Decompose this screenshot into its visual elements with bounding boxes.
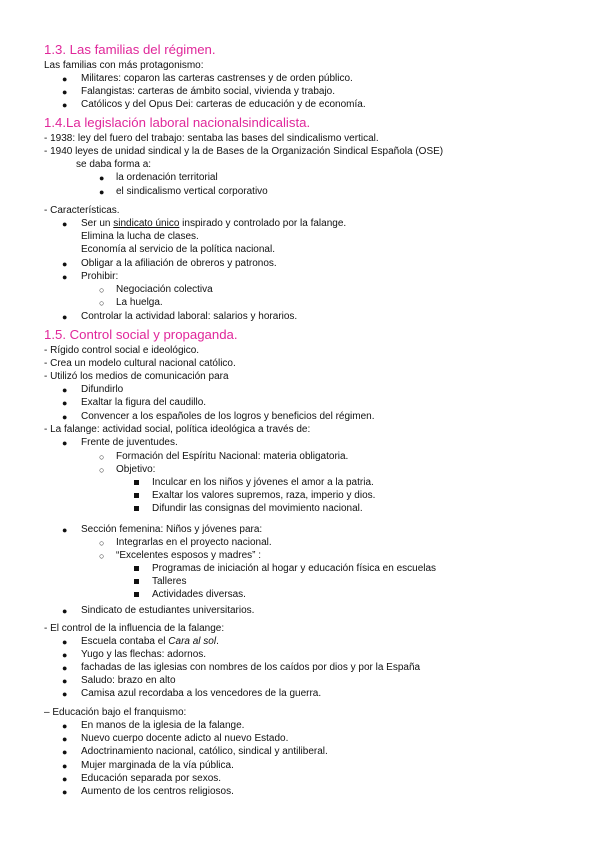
bullet-square <box>134 506 139 511</box>
list-item: Católicos y del Opus Dei: carteras de educación y de economía. <box>81 99 366 110</box>
list-item: la ordenación territorial <box>116 172 218 183</box>
bullet-dot: ● <box>62 761 68 771</box>
list-item: Saludo: brazo en alto <box>81 675 176 686</box>
list-item: Convencer a los españoles de los logros y beneficios del régimen. <box>81 411 375 422</box>
paragraph-line: - 1940 leyes de unidad sindical y la de Bases de la Organización Sindical Española (OSE) <box>44 146 444 157</box>
bullet-square <box>134 579 139 584</box>
list-item <box>81 218 346 230</box>
bullet-circle: ○ <box>99 285 105 295</box>
list-item: Programas de iniciación al hogar y educación física en escuelas <box>152 563 437 574</box>
bullet-circle: ○ <box>99 538 105 548</box>
list-item: Falangistas: carteras de ámbito social, vivienda y trabajo. <box>81 86 336 97</box>
bullet-dot: ● <box>62 689 68 699</box>
list-item: Formación del Espíritu Nacional: materia obligatoria. <box>116 451 349 462</box>
list-item: el sindicalismo vertical corporativo <box>116 186 268 197</box>
paragraph-line: - Utilizó los medios de comunicación para <box>44 371 229 382</box>
bullet-dot: ● <box>62 721 68 731</box>
list-item: Objetivo: <box>116 464 156 475</box>
paragraph-line: - Rígido control social e ideológico. <box>44 345 200 356</box>
paragraph-line: - La falange: actividad social, política ideológica a través de: <box>44 424 311 435</box>
bullet-dot: ● <box>62 787 68 797</box>
list-item: Difundirlo <box>81 384 124 395</box>
bullet-dot: ● <box>62 734 68 744</box>
list-item: Nuevo cuerpo docente adicto al nuevo Estado. <box>81 733 289 744</box>
list-item: Frente de juventudes. <box>81 437 178 448</box>
list-item: Militares: coparon las carteras castrenses y de orden público. <box>81 73 353 84</box>
section-heading-familias: 1.3. Las familias del régimen. <box>44 42 216 57</box>
section-heading-legislacion: 1.4.La legislación laboral nacionalsindicalista. <box>44 115 311 130</box>
bullet-square <box>134 493 139 498</box>
list-item: Obligar a la afiliación de obreros y patronos. <box>81 258 277 269</box>
list-item-continuation: Economía al servicio de la política nacional. <box>81 244 275 255</box>
bullet-dot: ● <box>62 637 68 647</box>
italic-title: Cara al sol <box>168 636 217 647</box>
list-item: Exaltar la figura del caudillo. <box>81 397 207 408</box>
list-item: Talleres <box>152 576 187 587</box>
bullet-circle: ○ <box>99 452 105 462</box>
text-run: inspirado y controlado por la falange. <box>179 218 347 229</box>
list-item: En manos de la iglesia de la falange. <box>81 720 245 731</box>
paragraph-line: - Características. <box>44 205 120 216</box>
list-item: Yugo y las flechas: adornos. <box>81 649 207 660</box>
list-item: Aumento de los centros religiosos. <box>81 786 234 797</box>
list-item-continuation: Elimina la lucha de clases. <box>81 231 199 242</box>
list-item: Prohibir: <box>81 271 119 282</box>
underlined-term: sindicato único <box>113 218 180 229</box>
bullet-dot: ● <box>62 259 68 269</box>
bullet-square <box>134 566 139 571</box>
list-item: Sindicato de estudiantes universitarios. <box>81 605 255 616</box>
bullet-dot: ● <box>62 312 68 322</box>
bullet-circle: ○ <box>99 298 105 308</box>
bullet-dot: ● <box>62 606 68 616</box>
list-item: Negociación colectiva <box>116 284 213 295</box>
list-item: Inculcar en los niños y jóvenes el amor a la patria. <box>152 477 374 488</box>
list-item: Integrarlas en el proyecto nacional. <box>116 537 272 548</box>
bullet-dot: ● <box>62 525 68 535</box>
bullet-dot: ● <box>62 774 68 784</box>
bullet-dot: ● <box>62 100 68 110</box>
bullet-dot: ● <box>62 663 68 673</box>
paragraph-line: - Crea un modelo cultural nacional católico. <box>44 358 236 369</box>
bullet-dot: ● <box>62 747 68 757</box>
bullet-dot: ● <box>62 272 68 282</box>
list-item: Educación separada por sexos. <box>81 773 222 784</box>
list-item: Camisa azul recordaba a los vencedores de la guerra. <box>81 688 322 699</box>
list-item: Difundir las consignas del movimiento nacional. <box>152 503 363 514</box>
list-item <box>81 636 219 648</box>
bullet-dot: ● <box>62 87 68 97</box>
bullet-circle: ○ <box>99 465 105 475</box>
list-item: Controlar la actividad laboral: salarios y horarios. <box>81 311 298 322</box>
bullet-dot: ● <box>62 219 68 229</box>
text-run: Escuela contaba el <box>81 636 169 647</box>
list-item: Exaltar los valores supremos, raza, imperio y dios. <box>152 490 376 501</box>
bullet-dot: ● <box>62 398 68 408</box>
bullet-dot: ● <box>99 173 105 183</box>
paragraph-line: - El control de la influencia de la falange: <box>44 623 225 634</box>
list-item: Mujer marginada de la vía pública. <box>81 760 234 771</box>
list-item: “Excelentes esposos y madres” : <box>116 550 262 561</box>
list-item: Actividades diversas. <box>152 589 246 600</box>
bullet-square <box>134 592 139 597</box>
bullet-dot: ● <box>62 438 68 448</box>
bullet-dot: ● <box>62 385 68 395</box>
list-item: Sección femenina: Niños y jóvenes para: <box>81 524 263 535</box>
list-item: Adoctrinamiento nacional, católico, sindical y antiliberal. <box>81 746 328 757</box>
text-run: . <box>216 636 219 647</box>
paragraph-line: - 1938: ley del fuero del trabajo: sentaba las bases del sindicalismo vertical. <box>44 133 379 144</box>
bullet-dot: ● <box>62 412 68 422</box>
text-run: Ser un <box>81 218 114 229</box>
list-item: fachadas de las iglesias con nombres de los caídos por dios y por la España <box>81 662 421 673</box>
bullet-square <box>134 480 139 485</box>
paragraph-line: – Educación bajo el franquismo: <box>44 707 187 718</box>
list-item: La huelga. <box>116 297 163 308</box>
bullet-dot: ● <box>62 676 68 686</box>
bullet-dot: ● <box>99 187 105 197</box>
section-heading-control: 1.5. Control social y propaganda. <box>44 327 238 342</box>
bullet-dot: ● <box>62 74 68 84</box>
bullet-dot: ● <box>62 650 68 660</box>
paragraph-line: se daba forma a: <box>76 159 152 170</box>
paragraph-intro: Las familias con más protagonismo: <box>44 60 204 71</box>
bullet-circle: ○ <box>99 551 105 561</box>
